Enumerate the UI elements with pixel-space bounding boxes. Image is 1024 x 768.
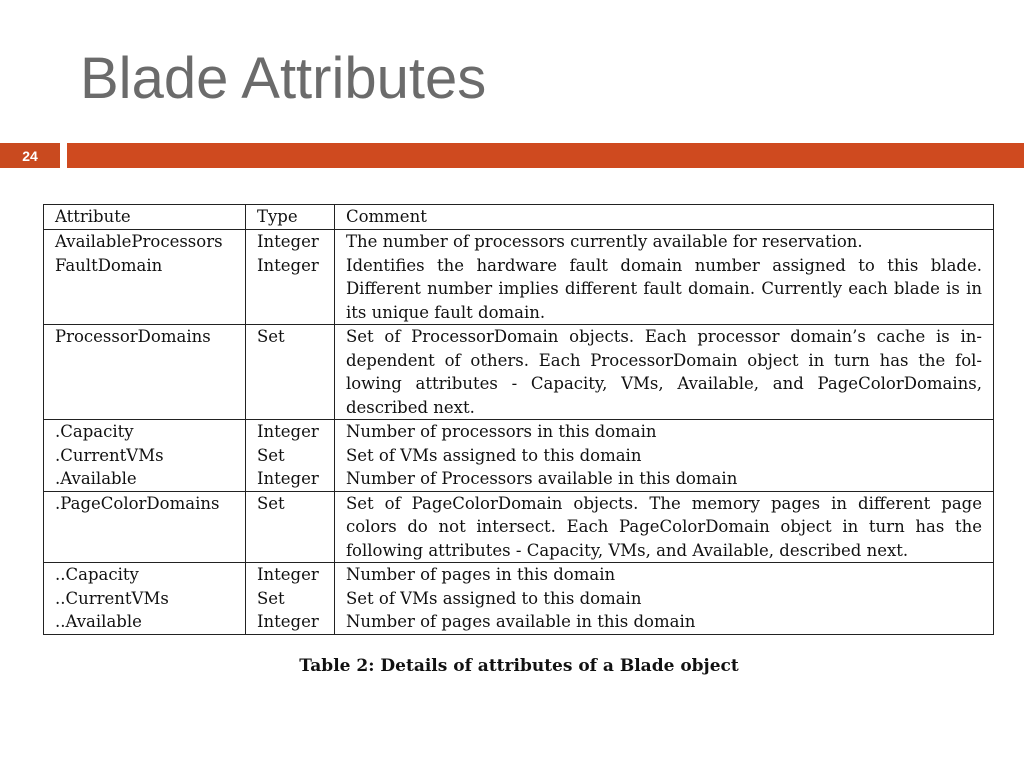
attribute-name: ProcessorDomains: [55, 327, 211, 346]
attribute-comment: Set of VMs assigned to this domain: [345, 445, 642, 465]
attribute-name: ..CurrentVMs: [55, 588, 169, 608]
header-attribute: Attribute: [44, 205, 246, 230]
header-comment: Comment: [334, 205, 993, 230]
attribute-type: Integer: [256, 612, 319, 631]
attributes-table: [43, 204, 994, 635]
attribute-cell: [44, 563, 246, 635]
slide-title: Blade Attributes: [80, 46, 487, 111]
comment-cell: [334, 563, 993, 635]
attribute-comment: Set of ProcessorDomain objects. Each processor domain’s cache is in-dependent of others. Each ProcessorDomain object in turn has the fol-lowing attributes - Capacity, VMs, Available, and PageColorDomains, described next.: [345, 327, 982, 417]
attribute-type: Integer: [256, 565, 319, 584]
attribute-name: ..Available: [55, 612, 142, 631]
type-cell: [245, 563, 334, 635]
attribute-comment: The number of processors currently available for reservation.: [345, 232, 863, 251]
attribute-comment: Identifies the hardware fault domain number assigned to this blade. Different number implies different fault domain. Currently each blade is in its unique fault domain.: [345, 255, 982, 322]
attribute-name: .CurrentVMs: [55, 445, 164, 465]
page-number: 24: [22, 147, 38, 164]
attribute-type: Integer: [256, 232, 319, 251]
header-type: Type: [245, 205, 334, 230]
table-row: [44, 563, 994, 635]
comment-cell: [334, 491, 993, 563]
attribute-cell: [44, 325, 246, 420]
page-number-badge: [0, 143, 60, 168]
title-accent-bar: [67, 143, 1024, 168]
attribute-type: Set: [256, 588, 285, 608]
table-row: [44, 491, 994, 563]
attribute-cell: [44, 230, 246, 325]
table-header-row: [44, 205, 994, 230]
attribute-comment: Set of VMs assigned to this domain: [345, 588, 642, 608]
comment-cell: [334, 325, 993, 420]
attribute-cell: [44, 420, 246, 492]
table-row: [44, 325, 994, 420]
attribute-comment: Number of pages available in this domain: [345, 612, 696, 631]
type-cell: [245, 491, 334, 563]
type-cell: [245, 420, 334, 492]
attribute-comment: Number of pages in this domain: [345, 565, 616, 584]
attribute-name: .PageColorDomains: [55, 493, 220, 513]
attribute-name: .Capacity: [55, 422, 134, 441]
attribute-type: Integer: [256, 469, 319, 488]
comment-cell: [334, 420, 993, 492]
attribute-name: AvailableProcessors: [55, 232, 223, 251]
comment-cell: [334, 230, 993, 325]
table-caption: Table 2: Details of attributes of a Blade object: [299, 656, 739, 676]
attribute-comment: Set of PageColorDomain objects. The memory pages in different page colors do not intersect. Each PageColorDomain object in turn has the following attributes - Capacity, VMs, and Available, described next.: [345, 493, 982, 560]
attribute-cell: [44, 491, 246, 563]
attribute-name: ..Capacity: [55, 565, 139, 584]
attribute-comment: Number of Processors available in this domain: [345, 469, 738, 488]
attribute-type: Set: [256, 445, 285, 465]
attribute-type: Set: [256, 493, 285, 513]
table-row: [44, 230, 994, 325]
type-cell: [245, 325, 334, 420]
attribute-type: Integer: [256, 255, 319, 275]
attribute-comment: Number of processors in this domain: [345, 422, 657, 441]
table-row: [44, 420, 994, 492]
attribute-name: .Available: [55, 469, 137, 488]
attribute-name: FaultDomain: [55, 255, 163, 275]
type-cell: [245, 230, 334, 325]
attribute-type: Integer: [256, 422, 319, 441]
attribute-type: Set: [256, 327, 285, 346]
